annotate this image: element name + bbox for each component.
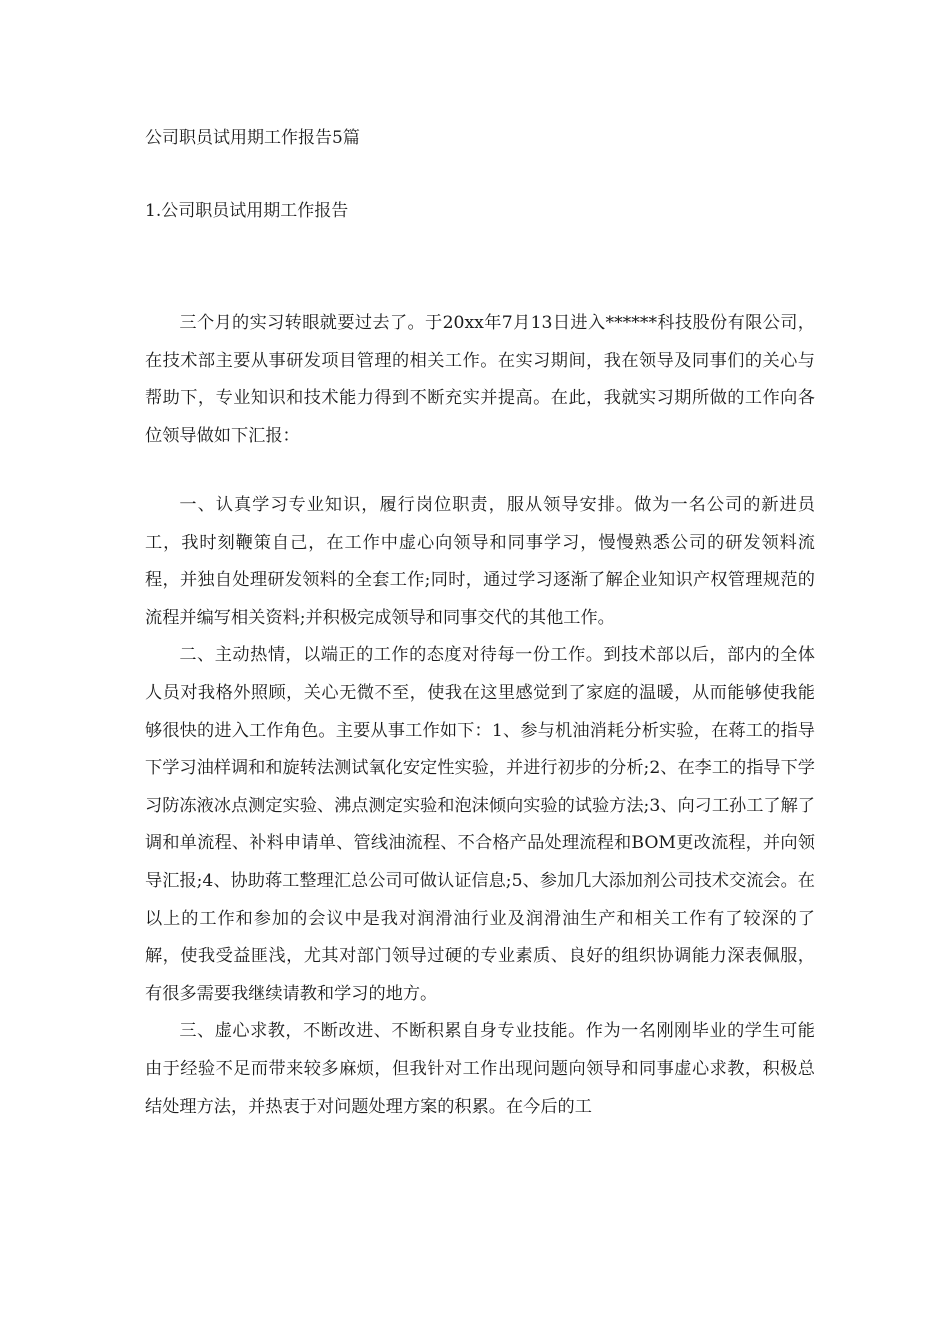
paragraph-intro: 三个月的实习转眼就要过去了。于20xx年7月13日进入******科技股份有限公司，在技术部主要从事研发项目管理的相关工作。在实习期间，我在领导及同事们的关心与帮助下，专业知识和技术能力得到不断充实并提高。在此，我就实习期所做的工作向各位领导做如下汇报： — [145, 313, 815, 446]
section-heading: 1.公司职员试用期工作报告 — [145, 201, 349, 221]
body-block — [145, 487, 815, 1126]
paragraph-point-three: 三、虚心求教，不断改进、不断积累自身专业技能。作为一名刚刚毕业的学生可能由于经验不足而带来较多麻烦，但我针对工作出现问题向领导和同事虚心求教，积极总结处理方法，并热衷于对问题处理方案的积累。在今后的工 — [145, 1021, 815, 1117]
paragraph-point-one: 一、认真学习专业知识，履行岗位职责，服从领导安排。做为一名公司的新进员工，我时刻鞭策自己，在工作中虚心向领导和同事学习，慢慢熟悉公司的研发领料流程，并独自处理研发领料的全套工作;同时，通过学习逐渐了解企业知识产权管理规范的流程并编写相关资料;并积极完成领导和同事交代的其他工作。 — [145, 495, 815, 628]
intro-block — [145, 305, 815, 455]
paragraph-point-two: 二、主动热情，以端正的工作的态度对待每一份工作。到技术部以后，部内的全体人员对我格外照顾，关心无微不至，使我在这里感觉到了家庭的温暖，从而能够使我能够很快的进入工作角色。主要从事工作如下：1、参与机油消耗分析实验，在蒋工的指导下学习油样调和和旋转法测试氧化安定性实验，并进行初步的分析;2、在李工的指导下学习防冻液冰点测定实验、沸点测定实验和泡沫倾向实验的试验方法;3、向刁工孙工了解了调和单流程、补料申请单、管线油流程、不合格产品处理流程和BOM更改流程，并向领导汇报;4、协助蒋工整理汇总公司可做认证信息;5、参加几大添加剂公司技术交流会。在以上的工作和参加的会议中是我对润滑油行业及润滑油生产和相关工作有了较深的了解，使我受益匪浅，尤其对部门领导过硬的专业素质、良好的组织协调能力深表佩服，有很多需要我继续请教和学习的地方。 — [145, 645, 815, 1004]
document-title: 公司职员试用期工作报告5篇 — [145, 128, 360, 148]
